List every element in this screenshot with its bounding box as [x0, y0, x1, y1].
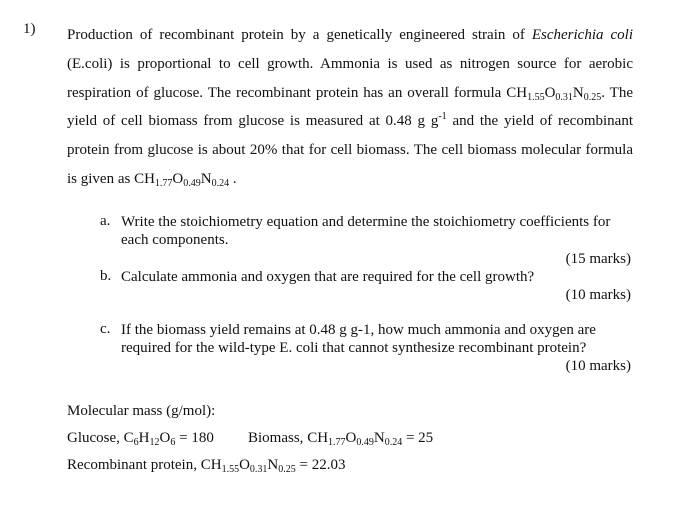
question-intro-3: . The yield of cell biomass from glucose is measured at 0.48 g g [67, 84, 633, 130]
question-intro-1: Production of recombinant protein by a genetically engineered strain of [67, 27, 532, 43]
recombinant-protein-line: Recombinant protein, $CH_{1.55}O_{0.31}N_{0.25} = 22.03$ [67, 457, 346, 475]
question-intro-5: . [229, 170, 237, 187]
biomass-line: Biomass, $CH_{1.77}O_{0.49}N_{0.24} = 25$ [248, 430, 434, 448]
part-c-marks: (10 marks) [565, 358, 631, 374]
part-b-text: Calculate ammonia and oxygen that are required for the cell growth? [121, 269, 535, 285]
question-intro-2: (E.coli) is proportional to cell growth. Ammonia is used as nitrogen source for aerobic respiration of glucose. The recombinant protein has an overall formula [67, 55, 633, 101]
part-c-label: c. [100, 321, 111, 337]
molecular-mass-heading: Molecular mass (g/mol): [67, 403, 216, 419]
part-a-text: Write the stoichiometry equation and determine the stoichiometry coefficients for each components. [121, 214, 611, 248]
question-intro-4: and the yield of recombinant protein from glucose is about 20% that for cell biomass. The cell biomass molecular formula is given as [67, 113, 633, 187]
question-number: 1) [23, 21, 36, 37]
part-b-label: b. [100, 268, 112, 284]
part-c-text: If the biomass yield remains at 0.48 g g-1, how much ammonia and oxygen are required for the wild-type E. coli that cannot synthesize recombinant protein? [121, 322, 596, 356]
part-a-marks: (15 marks) [565, 251, 631, 267]
protein-formula: $CH_{1.55}O_{0.31}N_{0.25}$ [506, 84, 602, 103]
part-a-label: a. [100, 213, 111, 229]
organism-name: Escherichia coli [531, 27, 633, 43]
part-b-marks: (10 marks) [565, 287, 631, 303]
question-body [67, 21, 633, 194]
yield-unit-exponent: -1 [438, 111, 447, 123]
biomass-formula: $CH_{1.77}O_{0.49}N_{0.24}$ [134, 170, 230, 189]
glucose-line: Glucose, $C_6H_{12}O_6 = 180$ [67, 430, 214, 448]
